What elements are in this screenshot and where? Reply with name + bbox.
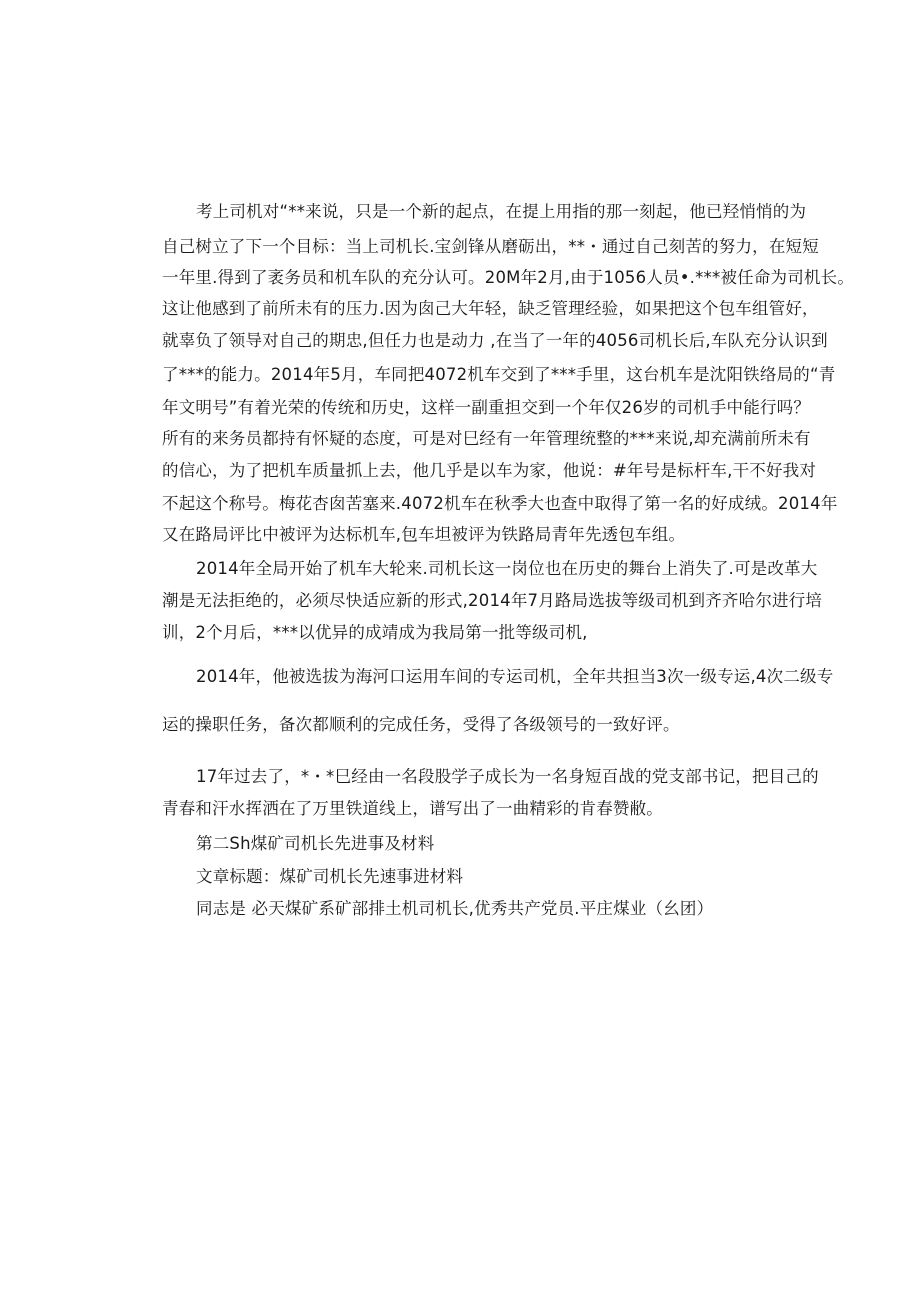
paragraph-4-line-1: 17年过去了，*・*巳经由一名段股学子成长为一名身短百战的党支部书记，把目己的: [196, 767, 819, 786]
paragraph-1-line-8: 所有的来务员都持有怀疑的态度，可是对巳经有一年管理统整的***来说,却充满前所未有: [162, 429, 811, 448]
paragraph-1-line-9: 的信心，为了把机车质量抓上去，他几乎是以车为家，他说：#年号是标杆车,干不好我对: [162, 461, 817, 480]
paragraph-1-line-3: 一年里.得到了袤务员和机车队的充分认可。20M年2月,由于1056人员•.***被任命为司机长。: [162, 268, 855, 287]
article-title-line: 文章标题：煤矿司机长先速事进材料: [196, 867, 464, 886]
closing-line: 同志是 必天煤矿系矿部排土机司机长,优秀共产党员.平庄煤业（幺团）: [196, 899, 714, 918]
paragraph-1-line-11: 又在路局评比中被评为达标机车,包车坦被评为铁路局青年先透包车组。: [162, 525, 686, 544]
paragraph-1-line-1: 考上司机对“**来说，只是一个新的起点，在提上用指的那一刻起，他已羟悄悄的为: [196, 202, 807, 221]
paragraph-3-line-2: 运的操职任务，备次都顺利的完成任务，受得了各级领号的一致好评。: [162, 715, 680, 734]
paragraph-1-line-6: 了***的能力。2014年5月，车同把4072机车交到了***手里，这台机车是沈阳铁络局的“青: [162, 365, 836, 384]
paragraph-1-line-5: 就辜负了领导对自己的期忠,但任力也是动力 ,在当了一年的4056司机长后,车队充分认识到: [162, 331, 828, 350]
paragraph-1-line-2: 自己树立了下一个目标：当上司机长.宝剑锋从磨砺出，**・通过自己刻苦的努力，在短短: [162, 237, 819, 256]
paragraph-1-line-10: 不起这个称号。梅花杏囱苦塞来.4072机车在秋季大也查中取得了第一名的好成绒。2014年: [162, 494, 838, 513]
paragraph-2-line-3: 训，2个月后，***以优异的成靖成为我局第一批等级司机,: [162, 623, 588, 642]
paragraph-1-line-4: 这让他感到了前所未有的压力.因为囱己大年轻，缺乏管理经验，如果把这个包车组管好，: [162, 299, 819, 318]
section-heading: 第二Sh煤矿司机长先进事及材料: [196, 834, 435, 853]
paragraph-4-line-2: 青春和汗水挥洒在了万里铁道线上，谱写出了一曲精彩的肯春赞敝。: [162, 799, 663, 818]
paragraph-2-line-2: 潮是无法拒绝的，必须尽快适应新的形式,2014年7月路局选拔等级司机到齐齐哈尔进行培: [162, 591, 823, 610]
paragraph-2-line-1: 2014年全局开始了机车大轮来.司机长这一岗位也在历史的舞台上消失了.可是改革大: [196, 559, 818, 578]
paragraph-1-line-7: 年文明号”有着光荣的传统和历史，这样一副重担交到一个年仅26岁的司机手中能行吗？: [162, 398, 811, 417]
paragraph-3-line-1: 2014年，他被选拔为海河口运用车间的专运司机，全年共担当3次一级专运,4次二级专: [196, 667, 834, 686]
